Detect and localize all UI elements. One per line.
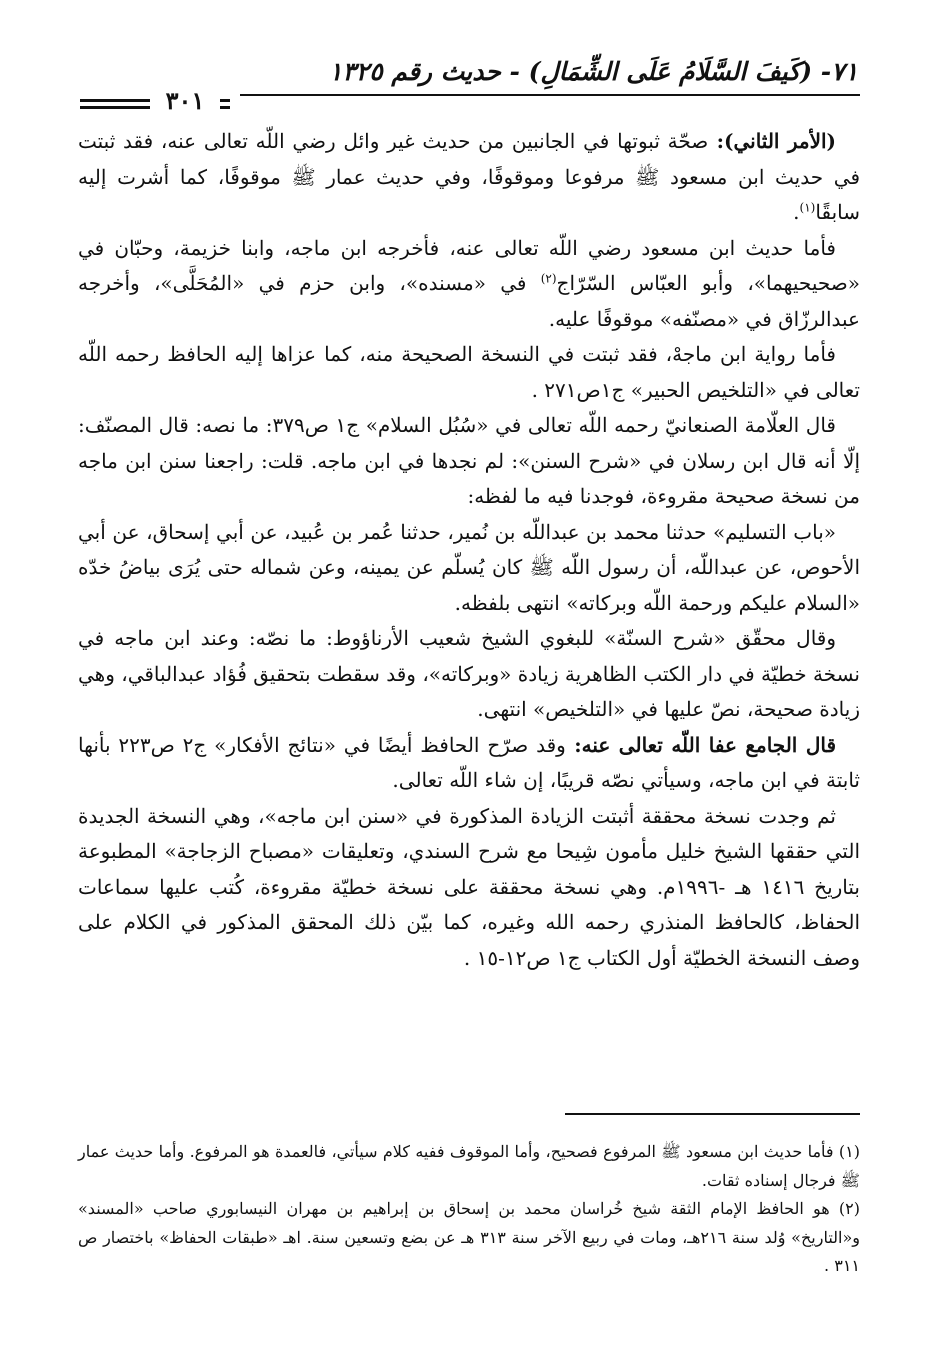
paragraph-text: وقال محقّق «شرح السنّة» للبغوي الشيخ شعيب الأرناؤوط: ما نصّه: وعند ابن ماجه في نسخة خطيّة في دار الكتب الظاهرية زيادة «وبركاته»، وقد سقطت بتحقيق فُؤاد عبدالباقي، وهي زيادة صحيحة، نصّ عليها في «التلخيص» انتهى. [78,626,860,721]
paragraph [78,515,860,622]
paragraph [78,728,860,799]
footnote: (٢) هو الحافظ الإمام الثقة شيخ خُراسان محمد بن إسحاق بن إبراهيم بن مهران النيسابوري صاحب «المسند» و«التاريخ» وُلد سنة ٢١٦هـ، ومات في ربيع الآخر سنة ٣١٣ هـ عن بضع وتسعين سنة. اهـ «طبقات الحفاظ» باختصار ص ٣١١ . [78,1199,861,1275]
footnote-rule [565,1113,860,1115]
main-text [78,124,860,976]
paragraph-tail: في «مسنده»، وابن حزم في «المُحَلَّى»، وأخرجه عبدالرزّاق في «مصنّفه» موقوفًا عليه. [78,271,860,331]
paragraph [78,124,860,231]
footnote: (١) فأما حديث ابن مسعود ﷺ المرفوع فصحيح، وأما الموقوف ففيه كلام سيأتي، فالعمدة هو المرفوع. وأما حديث عمار ﷺ فرجال إسناده ثقات. [78,1142,860,1190]
paragraph [78,621,860,728]
page-number: ٣٠١ [150,86,220,115]
paragraph [78,799,860,977]
footnotes [78,1138,860,1281]
paragraph-text: فأما رواية ابن ماجهْ، فقد ثبتت في النسخة الصحيحة منه، كما عزاها إليه الحافظ رحمه اللّه تعالى في «التلخيص الحبير» ج١ص٢٧١ . [78,342,860,402]
footnote-ref: (١) [799,200,816,215]
paragraph-text: قال العلّامة الصنعانيّ رحمه اللّه تعالى في «سُبُل السلام» ج١ ص٣٧٩: ما نصه: قال المصنّف: إلّا أنه قال ابن رسلان في «شرح السنن»: لم نجدها في ابن ماجه. قلت: راجعنا سنن ابن ماجه من نسخة صحيحة مقروءة، فوجدنا فيه ما لفظه: [78,413,860,508]
paragraph-text: ثم وجدت نسخة محققة أثبتت الزيادة المذكورة في «سنن ابن ماجه»، وهي النسخة الجديدة التي حققها الشيخ خليل مأمون شِيحا مع شرح السندي، وتعليقات «مصباح الزجاجة» المطبوعة بتاريخ ١٤١٦ هـ -١٩٩٦م. وهي نسخة محققة على نسخة خطيّة مقروءة، كُتب عليها سماعات الحفاظ، كالحافظ المنذري رحمه الله وغيره، كما بيّن ذلك المحقق المذكور في الكلام على وصف النسخة الخطيّة أول الكتاب ج١ ص١٢-١٥ . [78,803,860,970]
paragraph-tail: . [793,200,800,224]
paragraph-text: «باب التسليم» حدثنا محمد بن عبداللّه بن نُمير، حدثنا عُمر بن عُبيد، عن أبي إسحاق، عن أبي الأحوص، عن عبداللّه، أن رسول اللّه ﷺ كان يُسلّم عن يمينه، وعن شماله حتى يُرَى بياضُ خدّه «السلام عليكم ورحمة اللّه وبركاته» انتهى بلفظه. [78,519,860,615]
paragraph [78,408,860,515]
header-rule [240,94,860,96]
footnote-ref: (٢) [540,271,557,286]
paragraph-text: فأما حديث ابن مسعود رضي اللّه تعالى عنه، فأخرجه ابن ماجه، وابنا خزيمة، وحبّان في «صحيحيهما»، وأبو العبّاس السّرّاج [78,235,860,295]
paragraph [78,337,860,408]
paragraph-text: وقد صرّح الحافظ أيضًا في «نتائج الأفكار» ج٢ ص٢٢٣ بأنها ثابتة في ابن ماجه، وسيأتي نصّه قريبًا، إن شاء اللّه تعالى. [78,732,860,792]
paragraph-text: صحّة ثبوتها في الجانبين من حديث غير وائل رضي اللّه تعالى عنه، فقد ثبتت في حديث ابن مسعود ﷺ مرفوعا وموقوفًا، وفي حديث عمار ﷺ موقوفًا، كما أشرت إليه سابقًا [78,129,861,224]
running-title: ٧١- (كَيفَ السَّلَامُ عَلَى الشِّمَالِ) - حديث رقم ١٣٢٥ [328,57,858,86]
paragraph [78,231,860,338]
paragraph-lead: قال الجامع عفا اللّه تعالى عنه: [565,732,837,757]
paragraph-lead: (الأمر الثاني): [708,129,836,153]
